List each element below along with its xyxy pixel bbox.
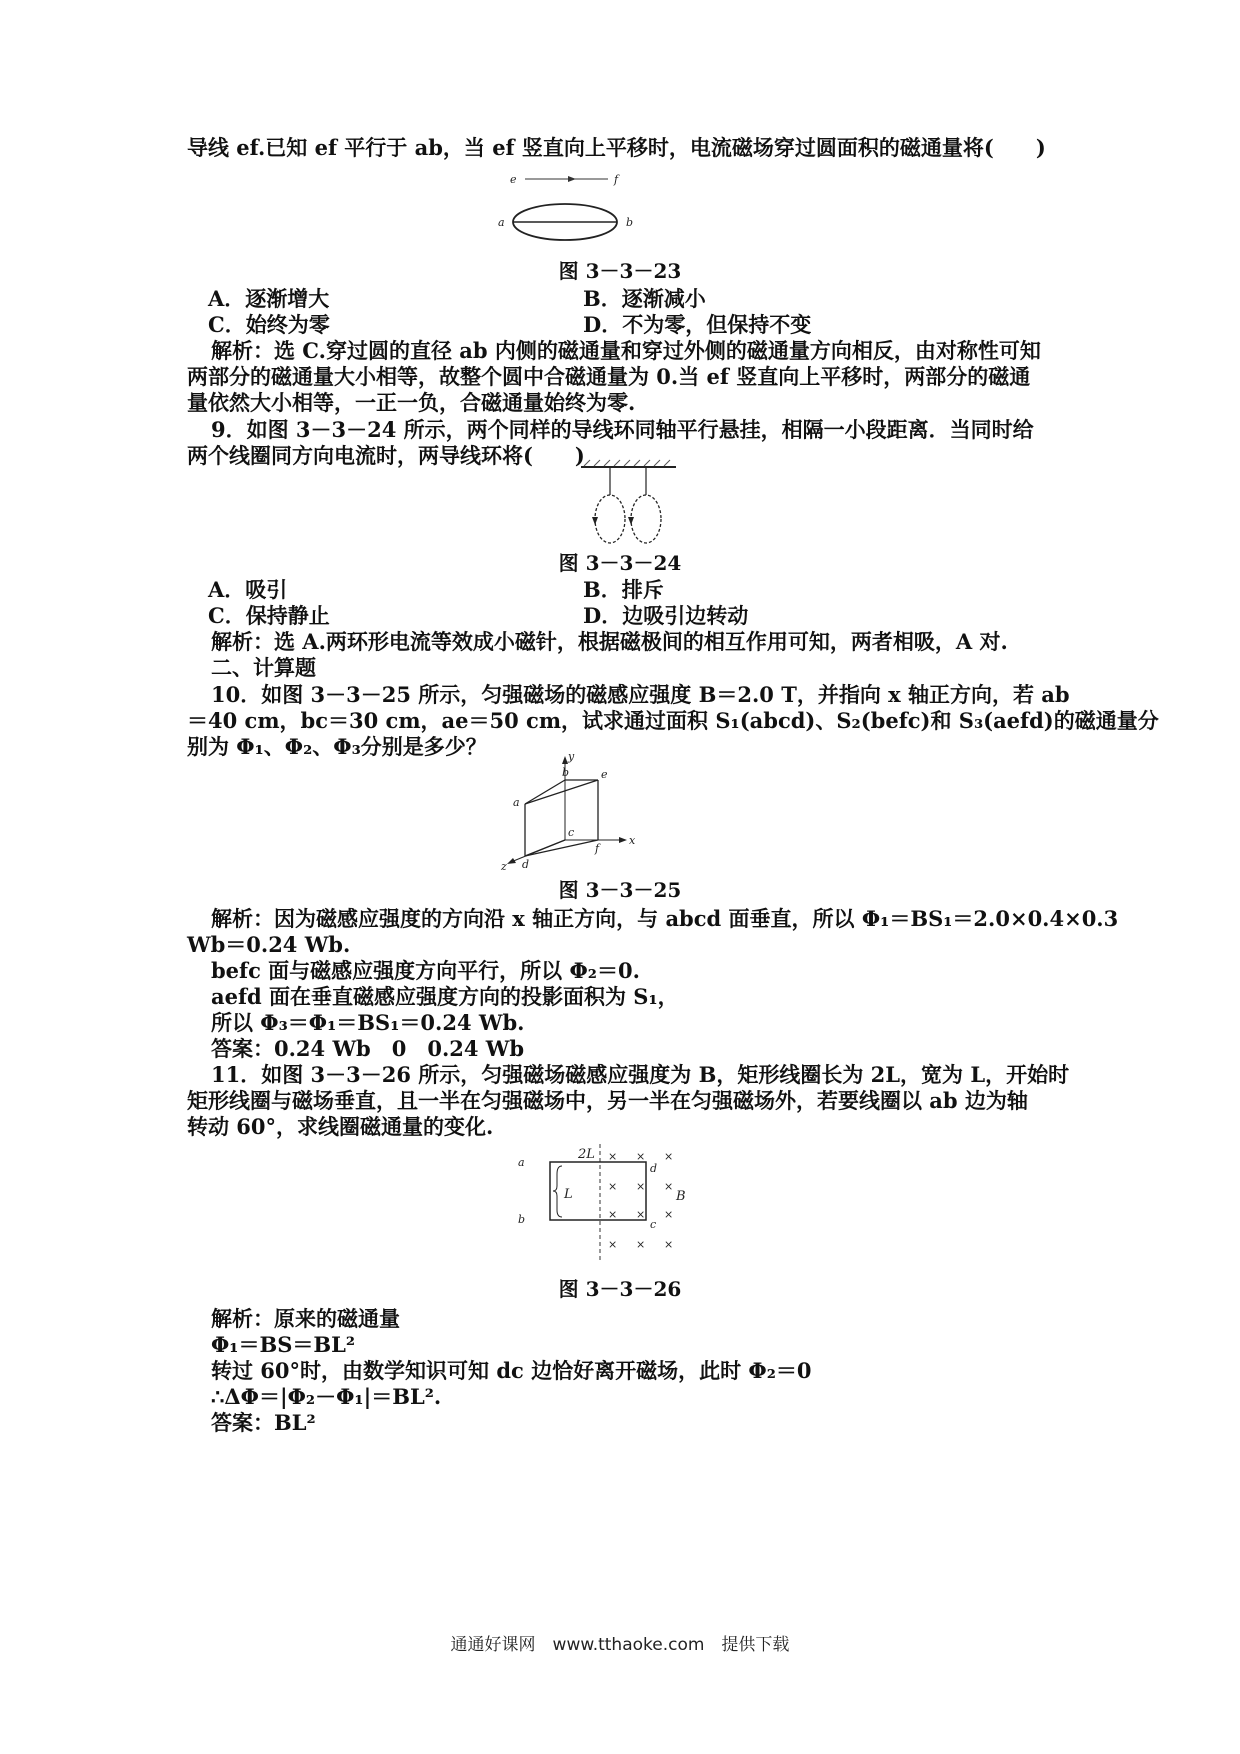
q9-option-c: C．保持静止: [208, 603, 330, 628]
q9-stem-line-1: 9．如图 3－3－24 所示，两个同样的导线环同轴平行悬挂，相隔一小段距离．当同时给: [211, 417, 1034, 442]
section-title: 二、计算题: [211, 655, 316, 680]
q8-option-d: D．不为零，但保持不变: [583, 312, 812, 337]
q11-analysis-line-2: Φ₁＝BS＝BL²: [211, 1332, 356, 1357]
q9-option-b: B．排斥: [583, 577, 664, 602]
figure-caption-3-3-24: 图 3－3－24: [558, 551, 682, 575]
q11-stem-line-2: 矩形线圈与磁场垂直，且一半在匀强磁场中，另一半在匀强磁场外，若要线圈以 ab 边为轴: [187, 1088, 1028, 1113]
label-f: f: [595, 842, 600, 855]
field-cross-icon: ×: [636, 1180, 646, 1193]
q8-analysis-line-1: 解析：选 C.穿过圆的直径 ab 内侧的磁通量和穿过外侧的磁通量方向相反，由对称性可知: [211, 338, 1041, 363]
label-f: f: [614, 173, 619, 186]
q10-analysis-line-1: 解析：因为磁感应强度的方向沿 x 轴正方向，与 abcd 面垂直，所以 Φ₁＝BS₁＝2.0×0.4×0.3: [211, 906, 1119, 931]
q10-answer: 答案：0.24 Wb 0 0.24 Wb: [211, 1036, 525, 1061]
current-arrow-left-icon: [592, 517, 598, 525]
wedge-prism: [525, 780, 598, 856]
label-b: b: [562, 766, 570, 779]
field-cross-icon: ×: [664, 1208, 674, 1221]
label-d: d: [650, 1162, 658, 1175]
field-cross-icon: ×: [636, 1150, 646, 1163]
label-a: a: [513, 796, 520, 809]
label-b: b: [518, 1213, 526, 1226]
field-cross-icon: ×: [664, 1238, 674, 1251]
figure-3-3-24: [566, 455, 686, 550]
label-e: e: [601, 768, 608, 781]
label-d: d: [522, 858, 530, 871]
figure-caption-3-3-25: 图 3－3－25: [558, 878, 682, 902]
q10-analysis-line-3: befc 面与磁感应强度方向平行，所以 Φ₂＝0.: [211, 958, 640, 983]
field-cross-icon: ×: [664, 1150, 674, 1163]
q8-analysis-line-3: 量依然大小相等，一正一负，合磁通量始终为零.: [187, 390, 636, 415]
q8-option-b: B．逐渐减小: [583, 286, 706, 311]
axis-x-arrow-icon: [619, 837, 627, 843]
label-c: c: [568, 826, 575, 839]
q10-analysis-line-4: aefd 面在垂直磁感应强度方向的投影面积为 S₁，: [211, 984, 679, 1009]
field-cross-icon: ×: [608, 1238, 618, 1251]
label-length: 2L: [578, 1147, 595, 1162]
ring-left: [595, 495, 625, 543]
figure-3-3-23: [490, 165, 650, 255]
figure-3-3-25: [495, 752, 650, 872]
q9-stem-line-2: 两个线圈同方向电流时，两导线环将( ): [187, 443, 585, 468]
label-field-b: B: [676, 1189, 686, 1204]
q9-analysis: 解析：选 A.两环形电流等效成小磁针，根据磁极间的相互作用可知，两者相吸，A 对.: [211, 629, 1008, 654]
q11-answer: 答案：BL²: [211, 1410, 316, 1435]
label-b: b: [626, 216, 634, 229]
q10-analysis-line-5: 所以 Φ₃＝Φ₁＝BS₁＝0.24 Wb.: [211, 1010, 525, 1035]
field-cross-icon: ×: [608, 1150, 618, 1163]
label-c: c: [650, 1218, 657, 1231]
field-cross-icon: ×: [608, 1208, 618, 1221]
q10-stem-line-1: 10．如图 3－3－25 所示，匀强磁场的磁感应强度 B＝2.0 T，并指向 x 轴正方向，若 ab: [211, 682, 1070, 707]
q10-analysis-line-2: Wb＝0.24 Wb.: [187, 932, 351, 957]
q11-analysis-line-1: 解析：原来的磁通量: [211, 1306, 400, 1331]
ring-right: [631, 495, 661, 543]
q9-option-a: A．吸引: [208, 577, 288, 602]
q8-analysis-line-2: 两部分的磁通量大小相等，故整个圆中合磁通量为 0.当 ef 竖直向上平移时，两部分的磁通: [187, 364, 1031, 389]
magnetic-field-crosses: [608, 1150, 673, 1251]
width-brace: [553, 1166, 562, 1217]
q11-stem-line-3: 转动 60°，求线圈磁通量的变化.: [187, 1114, 494, 1139]
q10-stem-line-3: 别为 Φ₁、Φ₂、Φ₃分别是多少？: [187, 734, 487, 759]
figure-caption-3-3-26: 图 3－3－26: [558, 1277, 682, 1301]
field-cross-icon: ×: [636, 1208, 646, 1221]
current-arrow-icon: [568, 176, 576, 182]
label-a: a: [498, 216, 505, 229]
q11-analysis-line-3: 转过 60°时，由数学知识可知 dc 边恰好离开磁场，此时 Φ₂＝0: [211, 1358, 812, 1383]
q8-option-a: A．逐渐增大: [208, 286, 330, 311]
label-e: e: [510, 173, 517, 186]
current-arrow-right-icon: [628, 517, 634, 525]
figure-3-3-26: [518, 1140, 720, 1265]
q11-stem-line-1: 11．如图 3－3－26 所示，匀强磁场磁感应强度为 B，矩形线圈长为 2L，宽为 L，开始时: [211, 1062, 1070, 1087]
axis-z-arrow-icon: [507, 858, 516, 864]
label-x: x: [629, 834, 636, 847]
ceiling-hatching: [584, 460, 670, 466]
field-cross-icon: ×: [664, 1180, 674, 1193]
q9-option-d: D．边吸引边转动: [583, 603, 749, 628]
figure-caption-3-3-23: 图 3－3－23: [558, 259, 682, 283]
field-cross-icon: ×: [608, 1180, 618, 1193]
label-y: y: [568, 750, 575, 763]
label-a: a: [518, 1156, 525, 1169]
label-width: L: [564, 1187, 573, 1202]
q8-option-c: C．始终为零: [208, 312, 330, 337]
footer-source: 通通好课网 www.tthaoke.com 提供下载: [450, 1635, 790, 1655]
label-z: z: [501, 860, 507, 873]
q10-stem-line-2: ＝40 cm，bc＝30 cm，ae＝50 cm，试求通过面积 S₁(abcd)、S₂(befc)和 S₃(aefd)的磁通量分: [187, 708, 1159, 733]
q8-stem-line: 导线 ef.已知 ef 平行于 ab，当 ef 竖直向上平移时，电流磁场穿过圆面积的磁通量将( ): [187, 135, 1046, 160]
field-cross-icon: ×: [636, 1238, 646, 1251]
q11-analysis-line-4: ∴ΔΦ＝|Φ₂－Φ₁|＝BL².: [211, 1384, 442, 1409]
